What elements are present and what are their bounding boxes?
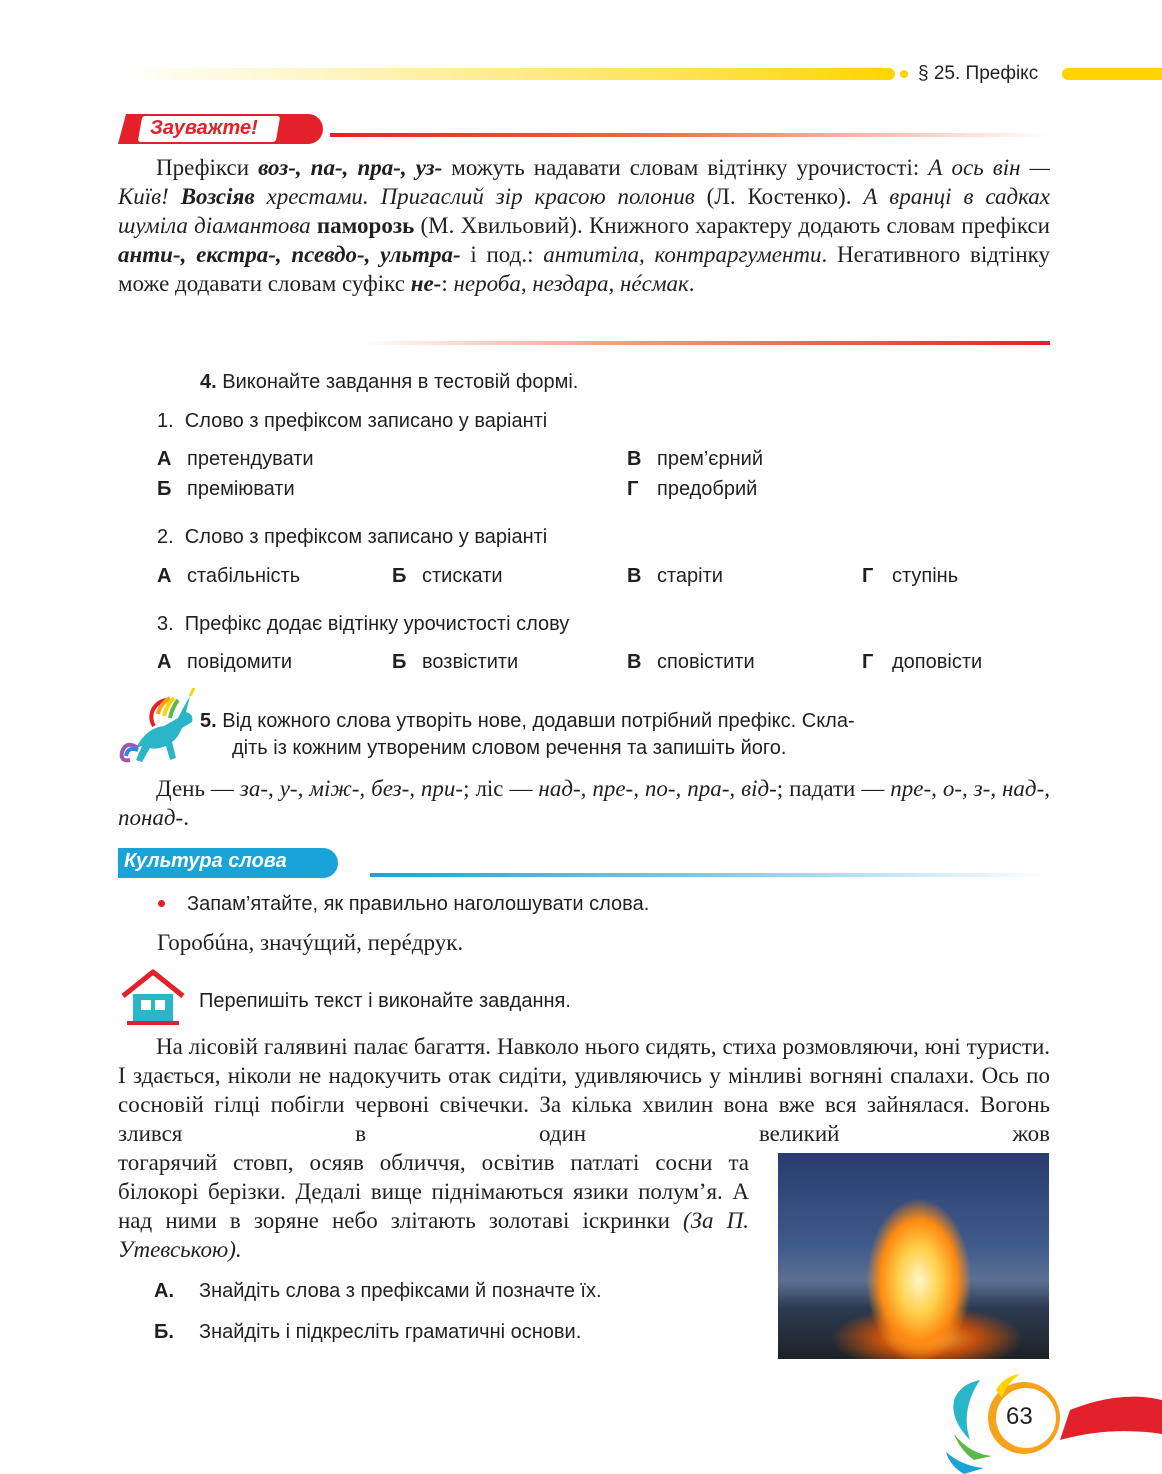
task4-header xyxy=(200,369,578,395)
note-text-run: і под.: xyxy=(460,242,544,267)
note-text-run: анти-, екстра-, псевдо-, ультра- xyxy=(118,242,461,267)
task5-header xyxy=(200,708,855,734)
note-text-run: не- xyxy=(410,271,442,296)
header-dot xyxy=(900,70,908,78)
note-text-run: хрестами. Пригаслий зір красою полонив xyxy=(254,184,695,209)
task5-words-run: за-, у-, між-, без-, при- xyxy=(239,776,464,801)
note-text-run: . Негативного відтінку може додавати словам суфікс xyxy=(118,242,1051,296)
task5-number: 5. xyxy=(200,710,217,732)
q3-option-v[interactable]: В сповістити xyxy=(627,651,755,673)
note-text-run: паморозь xyxy=(316,213,415,238)
page-corner-decor xyxy=(940,1370,1162,1474)
note-label-text: Зауважте! xyxy=(150,117,258,139)
header-band xyxy=(115,68,895,80)
q1-option-b[interactable]: Б преміювати xyxy=(157,478,295,500)
task5-words-run: ; ліс — xyxy=(463,776,539,801)
task5-words-run: . xyxy=(183,805,189,830)
culture-rule xyxy=(370,873,1050,877)
note-text-run: антитіла, контраргументи xyxy=(543,242,822,267)
home-paragraph-cont: тогарячий стовп, осяяв обличчя, освітив патлаті сосни та білокорі берізки. Дедалі вище піднімаються язики полум’я. А над ними в зоряне небо злітають золотаві іскринки xyxy=(118,1150,749,1233)
q2-option-b[interactable]: Б стискати xyxy=(392,565,503,587)
header-band-right xyxy=(1062,68,1162,80)
home-title: Перепишіть текст і виконайте завдання. xyxy=(199,990,571,1012)
home-paragraph-wrap xyxy=(118,1148,749,1264)
note-text-run: Возсіяв xyxy=(180,184,255,209)
note-rule-top xyxy=(330,133,1050,137)
note-text-run: нероба, нездара, нéсмак xyxy=(453,271,689,296)
task5-words xyxy=(118,774,1050,832)
q3-option-g[interactable]: Г доповісти xyxy=(862,651,983,673)
note-rule-bottom xyxy=(360,341,1050,345)
note-text-run: (М. Хвильовий). Книжного характеру додають словам префікси xyxy=(414,213,1050,238)
q1-option-v[interactable]: В прем’єрний xyxy=(627,448,763,470)
q3-option-a[interactable]: А повідомити xyxy=(157,651,293,673)
q1-option-g[interactable]: Г предобрий xyxy=(627,478,758,500)
task4-number: 4. xyxy=(200,371,217,393)
task4-question-1: 1. Слово з префіксом записано у варіанті xyxy=(157,410,548,432)
home-source: (За П. Утевською). xyxy=(118,1208,749,1262)
note-text-run: А вранці в садках шуміла діамантова xyxy=(118,184,1050,238)
home-task-b: Б. Знайдіть і підкресліть граматичні основи. xyxy=(154,1321,582,1343)
section-title: § 25. Префікс xyxy=(918,63,1039,84)
q2-option-g[interactable]: Г ступінь xyxy=(862,565,959,587)
q1-option-a[interactable]: А претендувати xyxy=(157,448,314,470)
home-paragraph: На лісовій галявині палає багаття. Навколо нього сидять, стиха розмовляючи, юні туристи. І здається, ніколи не надокучить отак сидіти, удивляючись у мінливі вогняні спалахи. Ось по сосновій гілці побігли червоні свічечки. За кілька хвилин вона вже вся зайнялася. Вогонь злився в один великий жов xyxy=(118,1034,1050,1146)
note-text-run: Префікси xyxy=(156,155,259,180)
page-number: 63 xyxy=(1006,1403,1033,1430)
task5-words-run: над-, пре-, по-, пра-, від- xyxy=(538,776,777,801)
note-text-run: . xyxy=(688,271,695,296)
task4-question-3: 3. Префікс додає відтінку урочистості слову xyxy=(157,613,570,635)
unicorn-icon xyxy=(116,688,202,774)
note-text-run: воз-, па-, пра-, уз- xyxy=(258,155,443,180)
task4-question-2: 2. Слово з префіксом записано у варіанті xyxy=(157,526,548,548)
q2-option-v[interactable]: В старіти xyxy=(627,565,723,587)
culture-bullet-text: Запам’ятайте, як правильно наголошувати слова. xyxy=(187,893,650,915)
home-task-a: А. Знайдіть слова з префіксами й позначте їх. xyxy=(154,1280,602,1302)
note-text-run: А ось він — Київ! xyxy=(118,155,1051,209)
note-text-run: можуть надавати словам відтінку урочистості: xyxy=(442,155,929,180)
task4-title: Виконайте завдання в тестовій формі. xyxy=(222,371,579,393)
house-icon xyxy=(119,968,187,1026)
culture-words: Горобúна, значýщий, перéдрук. xyxy=(157,930,464,955)
task5-line1: Від кожного слова утворіть нове, додавши потрібний префікс. Скла- xyxy=(222,710,855,732)
q2-option-a[interactable]: А стабільність xyxy=(157,565,301,587)
task5-words-run: День — xyxy=(156,776,240,801)
task5-words-run: пре-, о-, з-, над-, понад- xyxy=(118,776,1050,830)
q3-option-b[interactable]: Б возвістити xyxy=(392,651,519,673)
note-paragraph xyxy=(118,153,1050,298)
task5-words-run: ; падати — xyxy=(776,776,891,801)
bonfire-photo xyxy=(778,1153,1049,1359)
note-text-run: (Л. Костенко). xyxy=(694,184,864,209)
task5-line2: діть із кожним утвореним словом речення та запишіть його. xyxy=(232,737,787,759)
bullet-dot xyxy=(158,900,165,907)
culture-label: Культура слова xyxy=(124,850,287,872)
note-text-run: : xyxy=(441,271,454,296)
